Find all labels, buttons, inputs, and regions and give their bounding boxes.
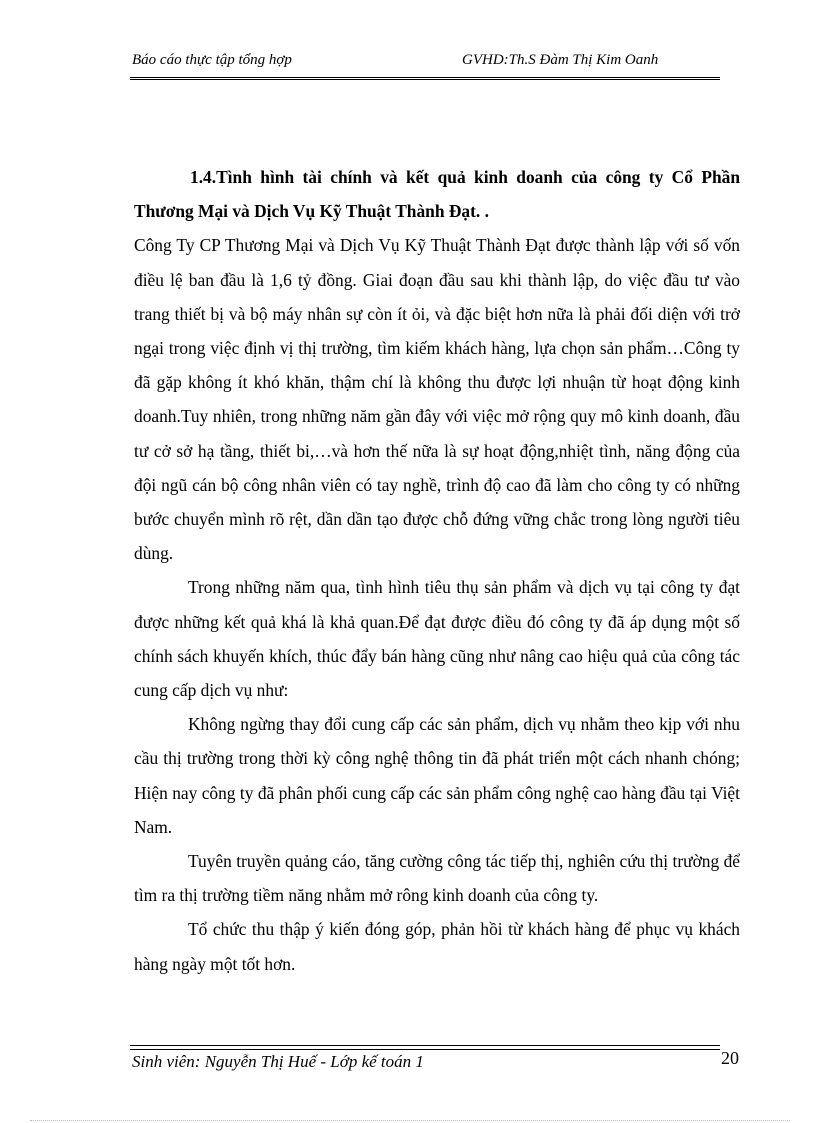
paragraph: Tổ chức thu thập ý kiến đóng góp, phản hồi từ khách hàng để phục vụ khách hàng ngày một tốt hơn. <box>134 919 740 974</box>
supervisor: GVHD:Th.S Đàm Thị Kim Oanh <box>462 52 659 68</box>
page-header <box>132 52 720 74</box>
paragraph: Tuyên truyền quảng cáo, tăng cường công tác tiếp thị, nghiên cứu thị trường để tìm ra thị trường tiềm năng nhằm mở rông kinh doanh của công ty. <box>134 851 740 906</box>
page-number: 20 <box>721 1048 739 1068</box>
section-heading: 1.4.Tình hình tài chính và kết quả kinh doanh của công ty Cổ Phần Thương Mại và Dịch Vụ Kỹ Thuật Thành Đạt. . <box>134 167 740 222</box>
page-edge <box>30 1120 790 1121</box>
student-info: Sinh viên: Nguyễn Thị Huế - Lớp kế toán 1 <box>132 1052 424 1071</box>
header-rule <box>130 77 720 80</box>
footer-rule <box>130 1045 720 1050</box>
page-body <box>134 160 740 981</box>
paragraph: Trong những năm qua, tình hình tiêu thụ sản phẩm và dịch vụ tại công ty đạt được những kết quả khá là khả quan.Để đạt được điều đó công ty đã áp dụng một số chính sách khuyến khích, thúc đẩy bán hàng cũng như nâng cao hiệu quả của công tác cung cấp dịch vụ như: <box>134 577 740 701</box>
paragraph: Không ngừng thay đổi cung cấp các sản phẩm, dịch vụ nhằm theo kịp với nhu cầu thị trường trong thời kỳ công nghệ thông tin đã phát triển một cách nhanh chóng; Hiện nay công ty đã phân phối cung cấp các sản phẩm công nghệ cao hàng đầu tại Việt Nam. <box>134 714 740 837</box>
paragraph: Công Ty CP Thương Mại và Dịch Vụ Kỹ Thuật Thành Đạt được thành lập với số vốn điều lệ ban đầu là 1,6 tỷ đồng. Giai đoạn đầu sau khi thành lập, do việc đầu tư vào trang thiết bị và bộ máy nhân sự còn ít ỏi, và đặc biệt hơn nữa là phải đối diện với trở ngại trong việc định vị thị trường, tìm kiếm khách hàng, lựa chọn sản phẩm…Công ty đã gặp không ít khó khăn, thậm chí là không thu được lợi nhuận từ hoạt động kinh doanh.Tuy nhiên, trong những năm gần đây với việc mở rộng quy mô kinh doanh, đầu tư cở sở hạ tầng, thiết bi,…và hơn thế nữa là sự hoạt động,nhiệt tình, năng động của đội ngũ cán bộ công nhân viên có tay nghề, trình độ cao đã làm cho công ty có những bước chuyển mình rõ rệt, dần dần tạo được chỗ đứng vững chắc trong lòng người tiêu dùng. <box>134 235 740 564</box>
report-title: Báo cáo thực tập tổng hợp <box>132 52 292 68</box>
